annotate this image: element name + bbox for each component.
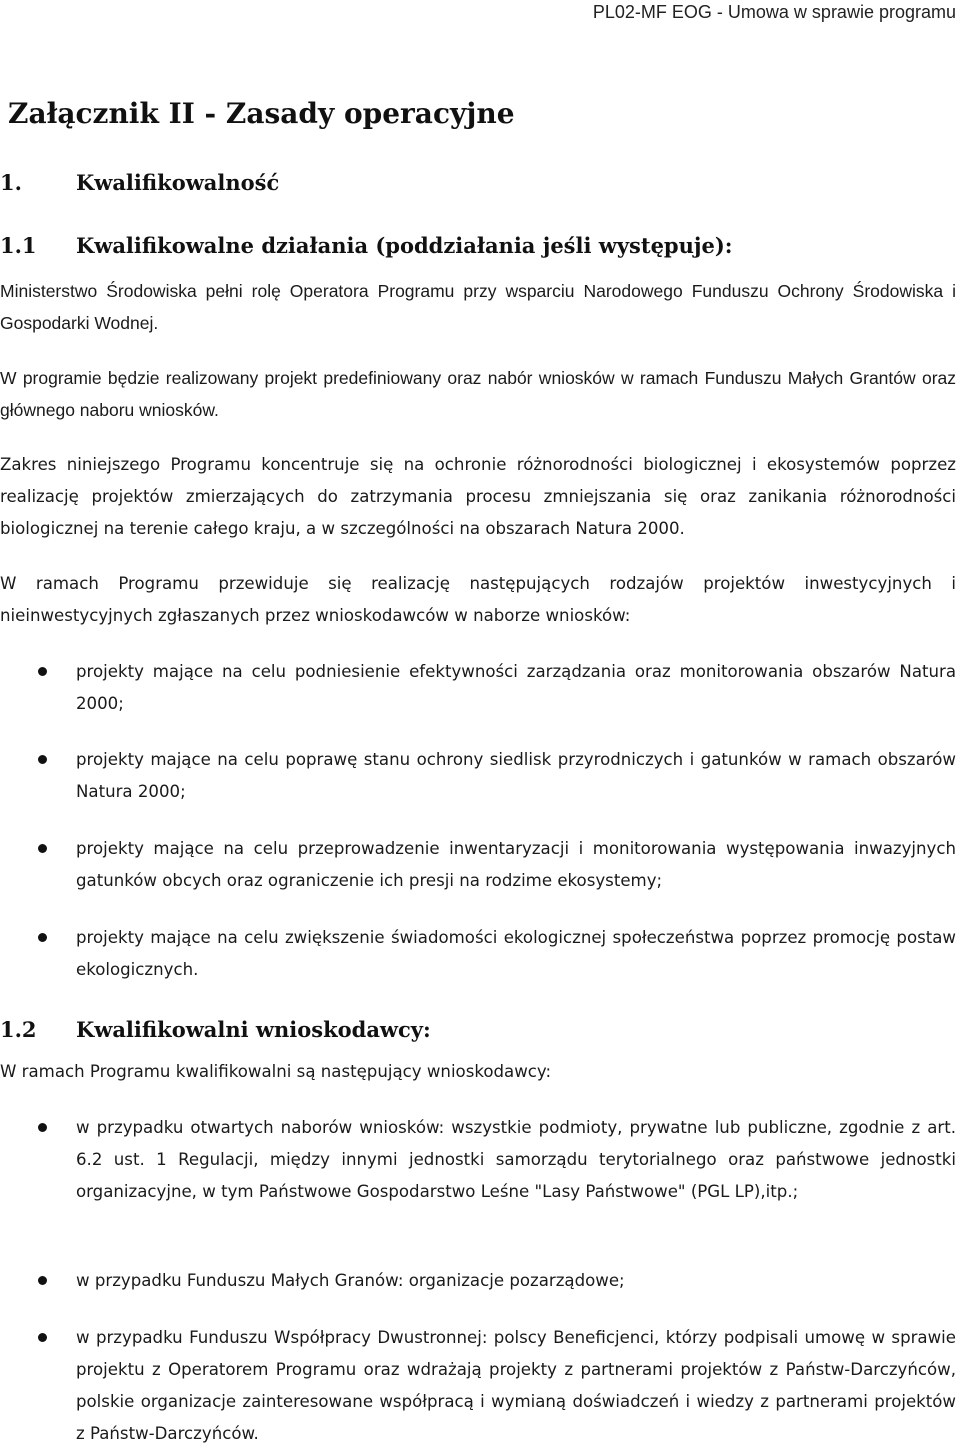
bullet-icon bbox=[38, 933, 47, 942]
section-1-title: Kwalifikowalność bbox=[76, 170, 280, 195]
list-item-text: projekty mające na celu podniesienie efektywności zarządzania oraz monitorowania obszarów Natura 2000; bbox=[76, 662, 956, 713]
list-item-text: w przypadku Funduszu Współpracy Dwustronnej: polscy Beneficjenci, którzy podpisali umowę w sprawie projektu z Operatorem Programu oraz wdrażają projekty z partnerami projektów z Państw-Darczyńców, polskie organizacje zainteresowane współpracą i wymianą doświadczeń i wiedzy z partnerami projektów z Państw-Darczyńców. bbox=[76, 1328, 956, 1443]
section-1-1-title: Kwalifikowalne działania (poddziałania jeśli występuje): bbox=[76, 233, 733, 258]
section-1-2-title: Kwalifikowalni wnioskodawcy: bbox=[76, 1017, 431, 1042]
list-item-text: w przypadku Funduszu Małych Granów: organizacje pozarządowe; bbox=[76, 1271, 625, 1290]
list-item-text: projekty mające na celu przeprowadzenie inwentaryzacji i monitorowania występowania inwazyjnych gatunków obcych oraz ograniczenie ich presji na rodzime ekosystemy; bbox=[76, 839, 956, 890]
section-1-2-number: 1.2 bbox=[0, 1017, 37, 1042]
section-1-1-heading bbox=[0, 231, 733, 261]
list-item bbox=[76, 1322, 956, 1450]
list-item-text: projekty mające na celu zwiększenie świadomości ekologicznej społeczeństwa poprzez promocję postaw ekologicznych. bbox=[76, 928, 956, 979]
list-item-text: w przypadku otwartych naborów wniosków: wszystkie podmioty, prywatne lub publiczne, zgodnie z art. 6.2 ust. 1 Regulacji, między innymi jednostki samorządu terytorialnego oraz państwowe jednostki organizacyjne, w tym Państwowe Gospodarstwo Leśne "Lasy Państwowe" (PGL LP),itp.; bbox=[76, 1118, 956, 1201]
list-item bbox=[76, 1265, 956, 1297]
paragraph-operator: Ministerstwo Środowiska pełni rolę Operatora Programu przy wsparciu Narodowego Funduszu Ochrony Środowiska i Gospodarki Wodnej. bbox=[0, 281, 956, 333]
paragraph-program-type: W programie będzie realizowany projekt predefiniowany oraz nabór wniosków w ramach Funduszu Małych Grantów oraz głównego naboru wniosków. bbox=[0, 368, 956, 420]
section-1-heading bbox=[0, 168, 279, 198]
bullet-icon bbox=[38, 1333, 47, 1342]
list-item bbox=[76, 744, 956, 808]
bullet-icon bbox=[38, 667, 47, 676]
list-item bbox=[76, 833, 956, 897]
section-1-2-heading bbox=[0, 1015, 431, 1045]
bullet-icon bbox=[38, 755, 47, 764]
paragraph-applicants-intro: W ramach Programu kwalifikowalni są następujący wnioskodawcy: bbox=[0, 1062, 552, 1081]
list-item bbox=[76, 1112, 956, 1208]
bullet-icon bbox=[38, 1123, 47, 1132]
section-1-number: 1. bbox=[0, 170, 22, 195]
bullet-icon bbox=[38, 1276, 47, 1285]
list-item-text: projekty mające na celu poprawę stanu ochrony siedlisk przyrodniczych i gatunków w ramach obszarów Natura 2000; bbox=[76, 750, 956, 801]
list-item bbox=[76, 656, 956, 720]
paragraph-project-types: W ramach Programu przewiduje się realizację następujących rodzajów projektów inwestycyjnych i nieinwestycyjnych zgłaszanych przez wnioskodawców w naborze wniosków: bbox=[0, 574, 956, 625]
bullet-icon bbox=[38, 844, 47, 853]
annex-title: Załącznik II - Zasady operacyjne bbox=[8, 97, 515, 130]
list-item bbox=[76, 922, 956, 986]
running-header: PL02-MF EOG - Umowa w sprawie programu bbox=[592, 2, 956, 22]
paragraph-scope: Zakres niniejszego Programu koncentruje się na ochronie różnorodności biologicznej i ekosystemów poprzez realizację projektów zmierzających do zatrzymania procesu zmniejszania się oraz zanikania różnorodności biologicznej na terenie całego kraju, a w szczególności na obszarach Natura 2000. bbox=[0, 455, 956, 538]
section-1-1-number: 1.1 bbox=[0, 233, 37, 258]
